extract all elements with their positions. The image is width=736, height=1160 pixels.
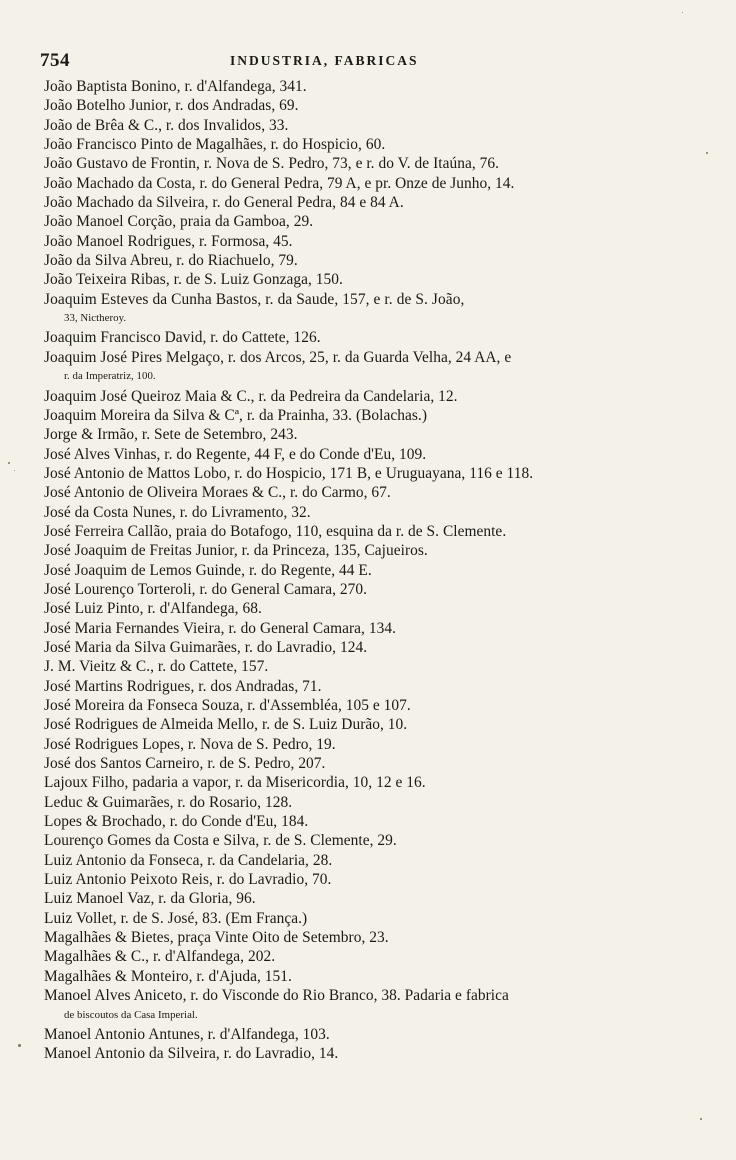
list-item: José Joaquim de Freitas Junior, r. da Princeza, 135, Cajueiros. (44, 542, 428, 560)
list-item: Joaquim José Pires Melgaço, r. dos Arcos, 25, r. da Guarda Velha, 24 AA, e (44, 348, 512, 366)
list-item: José Martins Rodrigues, r. dos Andradas, 71. (44, 677, 322, 695)
list-item: João Manoel Corção, praia da Gamboa, 29. (44, 213, 314, 231)
list-item: Manoel Alves Aniceto, r. do Visconde do Rio Branco, 38. Padaria e fabrica (44, 987, 509, 1005)
list-item: José Maria Fernandes Vieira, r. do General Camara, 134. (44, 619, 396, 637)
list-item: João Manoel Rodrigues, r. Formosa, 45. (44, 232, 293, 250)
list-item: João Francisco Pinto de Magalhães, r. do Hospicio, 60. (44, 136, 386, 154)
list-item: Lopes & Brochado, r. do Conde d'Eu, 184. (44, 813, 309, 831)
list-item: Joaquim Esteves da Cunha Bastos, r. da Saude, 157, e r. de S. João, (44, 290, 465, 308)
list-item: José Rodrigues de Almeida Mello, r. de S. Luiz Durão, 10. (44, 716, 408, 734)
list-item: João Botelho Junior, r. dos Andradas, 69. (44, 97, 299, 115)
list-item: Luiz Manoel Vaz, r. da Gloria, 96. (44, 890, 256, 908)
list-item: Magalhães & C., r. d'Alfandega, 202. (44, 948, 276, 966)
list-item: Manoel Antonio da Silveira, r. do Lavradio, 14. (44, 1045, 339, 1063)
ink-speck (18, 1044, 21, 1047)
list-item: J. M. Vieitz & C., r. do Cattete, 157. (44, 658, 269, 676)
list-item-continuation: de biscoutos da Casa Imperial. (64, 1008, 198, 1021)
list-item: João Teixeira Ribas, r. de S. Luiz Gonzaga, 150. (44, 271, 343, 289)
list-item: Lourenço Gomes da Costa e Silva, r. de S. Clemente, 29. (44, 832, 397, 850)
list-item: José da Costa Nunes, r. do Livramento, 32. (44, 503, 311, 521)
list-item: José Rodrigues Lopes, r. Nova de S. Pedro, 19. (44, 735, 336, 753)
list-item: Luiz Antonio Peixoto Reis, r. do Lavradio, 70. (44, 871, 332, 889)
list-item: Magalhães & Monteiro, r. d'Ajuda, 151. (44, 967, 292, 985)
list-item: Luiz Antonio da Fonseca, r. da Candelaria, 28. (44, 851, 333, 869)
list-item: João Machado da Silveira, r. do General Pedra, 84 e 84 A. (44, 194, 404, 212)
ink-speck (706, 152, 708, 154)
list-item: José Lourenço Torteroli, r. do General Camara, 270. (44, 580, 368, 598)
page-number: 754 (40, 50, 70, 71)
list-item: João Baptista Bonino, r. d'Alfandega, 341. (44, 78, 307, 95)
list-item: José Luiz Pinto, r. d'Alfandega, 68. (44, 600, 262, 618)
list-item: Manoel Antonio Antunes, r. d'Alfandega, 103. (44, 1025, 330, 1043)
list-item: João Gustavo de Frontin, r. Nova de S. Pedro, 73, e r. do V. de Itaúna, 76. (44, 155, 500, 173)
list-item: José Ferreira Callão, praia do Botafogo, 110, esquina da r. de S. Clemente. (44, 522, 507, 540)
list-item: Joaquim José Queiroz Maia & C., r. da Pedreira da Candelaria, 12. (44, 387, 458, 405)
list-item: José Moreira da Fonseca Souza, r. d'Assembléa, 105 e 107. (44, 697, 411, 714)
list-item-continuation: r. da Imperatriz, 100. (64, 370, 156, 383)
entry-list (44, 77, 724, 1064)
list-item: José dos Santos Carneiro, r. de S. Pedro, 207. (44, 755, 326, 773)
list-item: João da Silva Abreu, r. do Riachuelo, 79. (44, 252, 298, 270)
list-item: José Antonio de Mattos Lobo, r. do Hospicio, 171 B, e Uruguayana, 116 e 118. (44, 464, 534, 482)
list-item: Luiz Vollet, r. de S. José, 83. (Em França.) (44, 909, 308, 927)
list-item: Leduc & Guimarães, r. do Rosario, 128. (44, 793, 293, 811)
list-item: Magalhães & Bietes, praça Vinte Oito de Setembro, 23. (44, 929, 389, 947)
ink-speck (682, 12, 683, 13)
running-head: INDUSTRIA, FABRICAS (230, 53, 419, 68)
list-item: José Maria da Silva Guimarães, r. do Lavradio, 124. (44, 638, 368, 656)
list-item-continuation: 33, Nictheroy. (64, 312, 127, 325)
list-item: José Joaquim de Lemos Guinde, r. do Regente, 44 E. (44, 561, 372, 579)
list-item: José Alves Vinhas, r. do Regente, 44 F, e do Conde d'Eu, 109. (44, 445, 427, 463)
ink-speck (14, 470, 15, 471)
list-item: Lajoux Filho, padaria a vapor, r. da Misericordia, 10, 12 e 16. (44, 774, 426, 792)
page-header (40, 50, 490, 72)
list-item: Joaquim Francisco David, r. do Cattete, 126. (44, 329, 321, 347)
ink-speck (700, 1118, 702, 1120)
list-item: José Antonio de Oliveira Moraes & C., r. do Carmo, 67. (44, 484, 391, 502)
list-item: João Machado da Costa, r. do General Pedra, 79 A, e pr. Onze de Junho, 14. (44, 174, 515, 192)
list-item: João de Brêa & C., r. dos Invalidos, 33. (44, 116, 289, 134)
list-item: Jorge & Irmão, r. Sete de Setembro, 243. (44, 426, 298, 444)
list-item: Joaquim Moreira da Silva & Cª, r. da Prainha, 33. (Bolachas.) (44, 406, 428, 424)
ink-speck (8, 462, 10, 464)
